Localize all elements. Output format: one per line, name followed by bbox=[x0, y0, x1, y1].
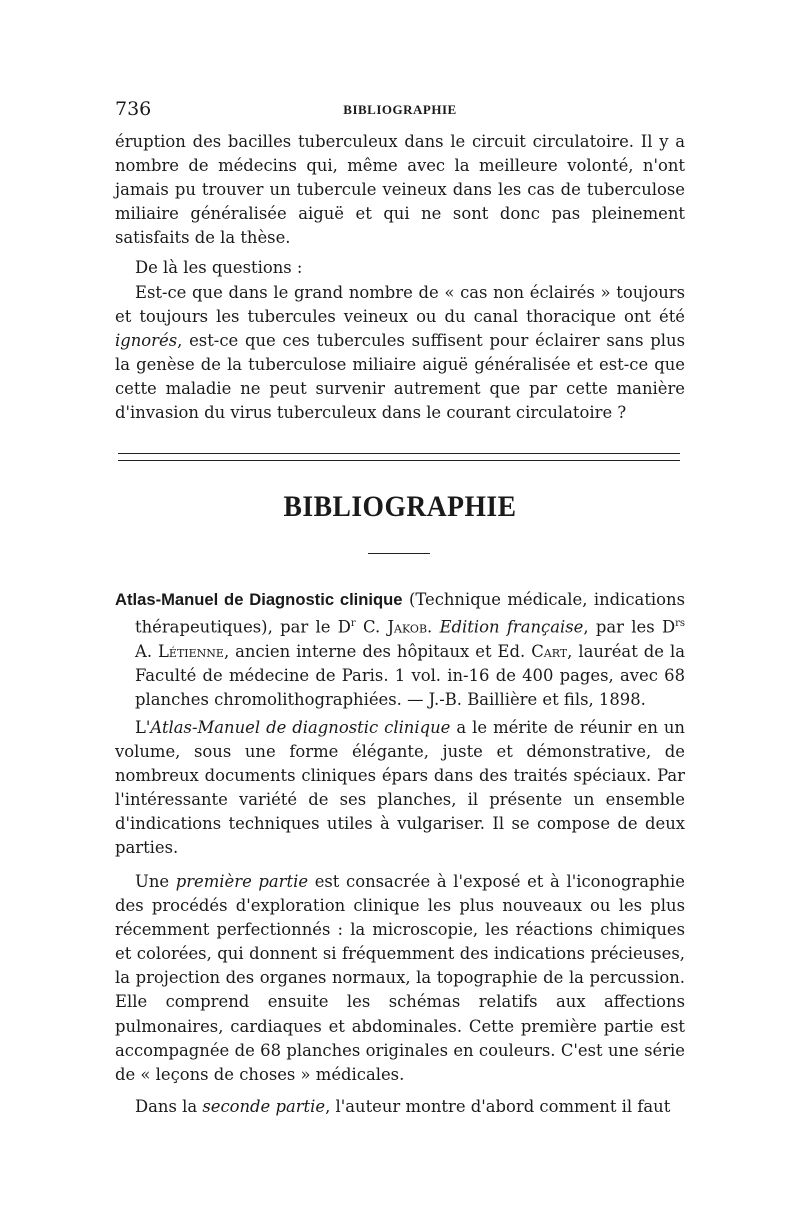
running-title: BIBLIOGRAPHIE bbox=[343, 102, 457, 117]
paragraph-eruption: éruption des bacilles tuberculeux dans le circuit circulatoire. Il y a nombre de médecins qui, même avec la meilleure volonté, n'ont jamais pu trouver un tubercule veineux dans les cas de tuberculose miliaire généralisée aiguë et qui ne sont donc pas pleinement satisfaits de la thèse. bbox=[115, 132, 685, 248]
review-1-italic: Atlas-Manuel de diagnostic clinique bbox=[150, 718, 451, 737]
review-2-italic: première partie bbox=[175, 872, 309, 891]
review-2-text-b: est consacrée à l'exposé et à l'iconographie des procédés d'exploration clinique les plus nouveaux ou les plus récemment perfectionnés : la microscopie, les réactions chimiques et colorées, qui donnent si fréquemment des indications précieuses, la projection des organes normaux, la topographie de la percussion. Elle comprend ensuite les schémas relatifs aux affections pulmonaires, cardiaques et abdominales. Cette première partie est accompagnée de 68 planches originales en couleurs. C'est une série de « leçons de choses » médicales. bbox=[115, 872, 686, 1084]
entry-cart: Cart bbox=[531, 641, 568, 661]
page-number: 736 bbox=[115, 98, 152, 120]
entry-desc-b: , par les D bbox=[583, 617, 676, 637]
review-1-text-a: L' bbox=[135, 718, 151, 737]
questions-text-a: Est-ce que dans le grand nombre de « cas non éclairés » toujours et toujours les tubercules veineux ou du canal thoracique ont été bbox=[115, 283, 685, 327]
review-1-text-b: a le mérite de réunir en un volume, sous une forme élégante, juste et démonstrative, de nombreux documents cliniques épars dans des traités spéciaux. Par l'intéressante variété de ses planches, il présente un ensemble d'indications techniques utiles à vulgariser. Il se compose de deux parties. bbox=[115, 718, 685, 858]
section-title: BIBLIOGRAPHIE bbox=[283, 490, 517, 523]
review-paragraph-1 bbox=[115, 716, 685, 861]
paragraph-questions bbox=[115, 281, 685, 426]
entry-desc-d: , lauréat de la Faculté de médecine de Paris. 1 vol. in-16 de 400 pages, avec 68 planches chromolithographiées. — J.-B. Baillière et fils, 1898. bbox=[135, 641, 685, 709]
review-3-italic: seconde partie bbox=[202, 1097, 326, 1116]
entry-ed-initial: Ed. bbox=[497, 641, 532, 661]
entry-letienne: Létienne bbox=[158, 641, 224, 661]
entry-edition: Edition française bbox=[439, 617, 584, 637]
entry-sep: . bbox=[427, 617, 440, 637]
entry-desc-a: (Technique médicale, indications thérapeutiques), par le D bbox=[135, 590, 685, 637]
review-3-text-b: , l'auteur montre d'abord comment il faut bbox=[325, 1097, 671, 1116]
review-2-text-a: Une bbox=[135, 872, 176, 891]
entry-sup-rs: rs bbox=[675, 618, 686, 630]
page-header bbox=[115, 98, 685, 120]
entry-desc-c: , ancien interne des hôpitaux et bbox=[223, 641, 498, 661]
section-divider-bottom bbox=[118, 460, 680, 461]
title-underline bbox=[368, 553, 430, 554]
entry-title: Atlas-Manuel de Diagnostic clinique bbox=[115, 590, 403, 609]
entry-a-initial: A. bbox=[135, 641, 159, 661]
section-divider-top bbox=[118, 453, 680, 454]
review-paragraph-2 bbox=[115, 870, 685, 1087]
entry-sup-r: r bbox=[350, 618, 356, 630]
review-paragraph-3 bbox=[115, 1095, 685, 1119]
questions-italic: ignorés bbox=[115, 331, 178, 351]
bibliography-entry bbox=[115, 588, 685, 712]
review-3-text-a: Dans la bbox=[135, 1097, 203, 1116]
entry-author: Jakob bbox=[387, 617, 428, 637]
questions-text-b: , est-ce que ces tubercules suffisent pour éclairer sans plus la genèse de la tuberculose miliaire aiguë généralisée et est-ce que cette maladie ne peut survenir autrement que par cette manière d'invasion du virus tuberculeux dans le courant circulatoire ? bbox=[115, 331, 685, 423]
paragraph-questions-intro: De là les questions : bbox=[135, 258, 303, 277]
entry-author-initial: C. bbox=[355, 617, 388, 637]
